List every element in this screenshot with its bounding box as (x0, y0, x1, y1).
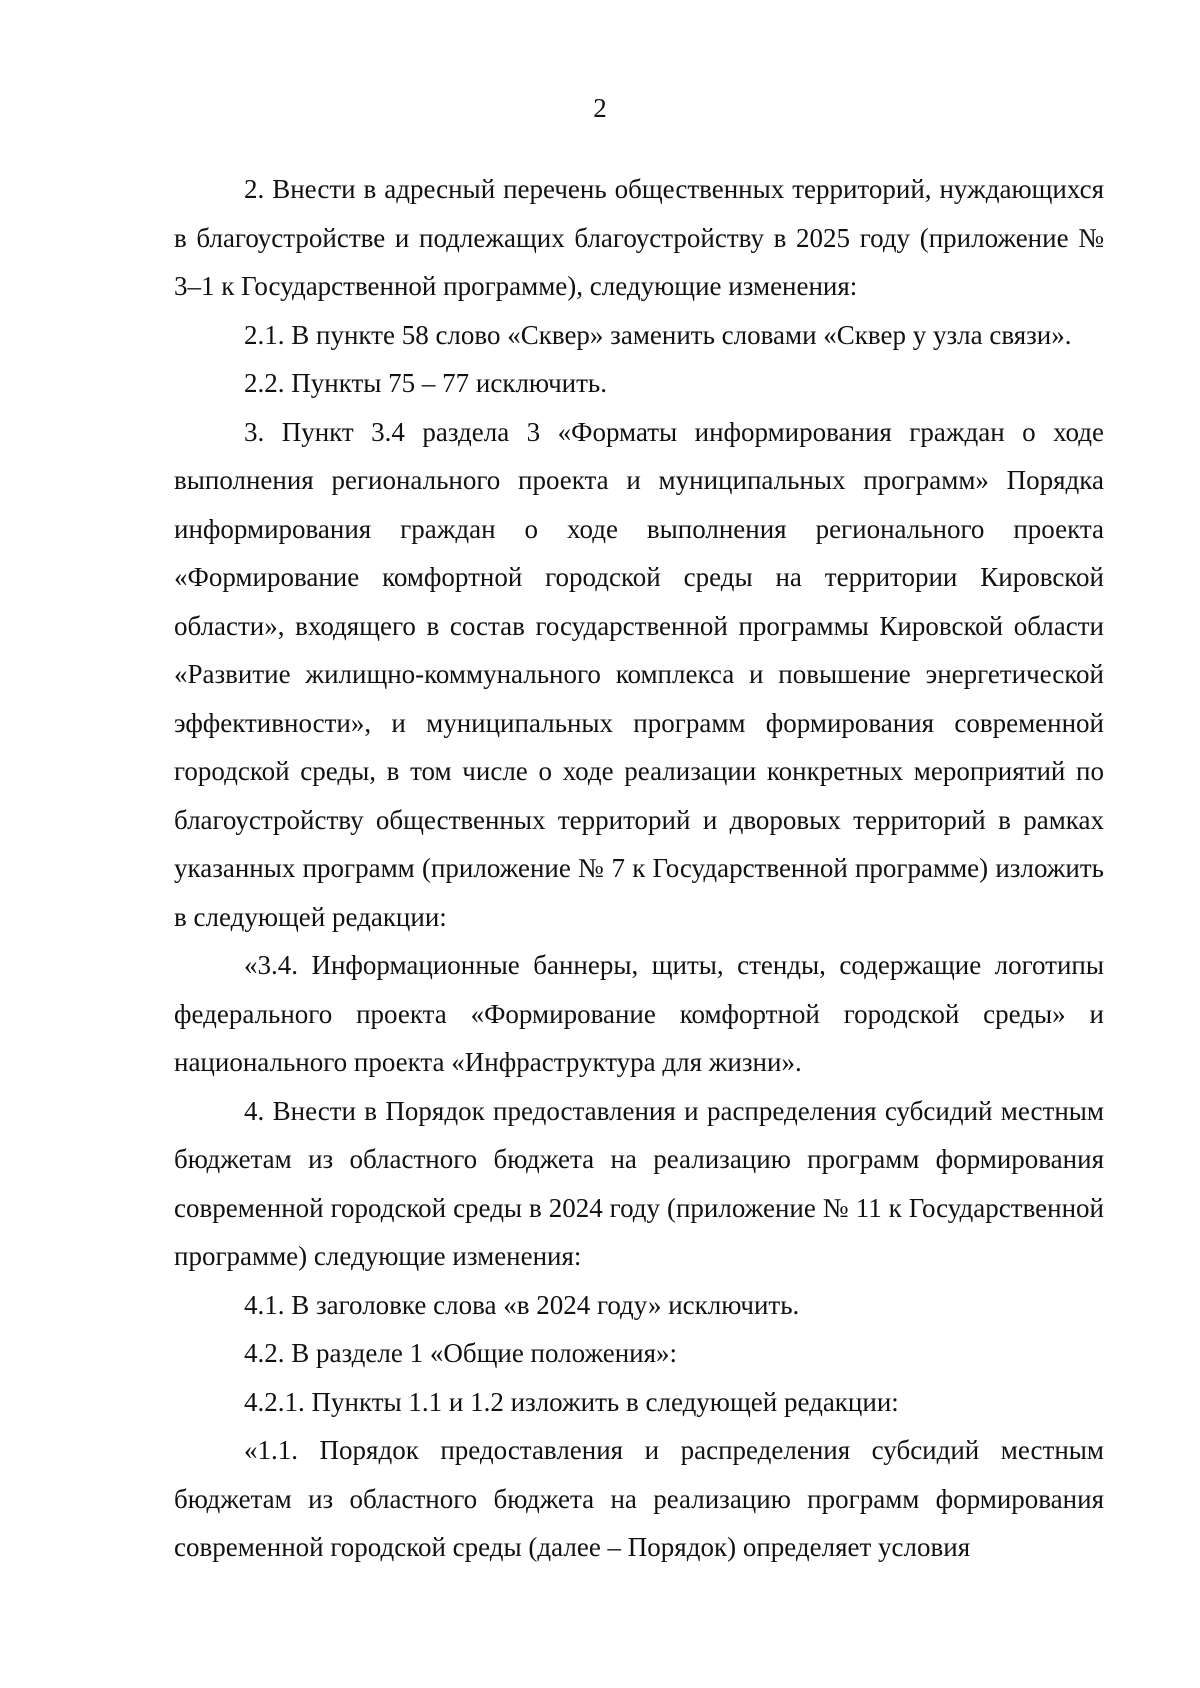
paragraph-item-4-2-1: 4.2.1. Пункты 1.1 и 1.2 изложить в следующей редакции: (244, 1386, 899, 1417)
paragraph-item-4-1: 4.1. В заголовке слова «в 2024 году» исключить. (244, 1289, 800, 1320)
paragraph-item-2: 2. Внести в адресный перечень общественных территорий, нуждающихся в благоустройстве и подлежащих благоустройству в 2025 году (приложение № 3–1 к Государственной программе), следующие изменения: (174, 174, 1104, 301)
page-number: 2 (593, 93, 607, 123)
paragraph-item-2-1: 2.1. В пункте 58 слово «Сквер» заменить словами «Сквер у узла связи». (244, 319, 1072, 350)
document-body (174, 165, 1104, 1572)
paragraph-quoted-1-1: «1.1. Порядок предоставления и распределения субсидий местным бюджетам из областного бюджета на реализацию программ формирования современной городской среды (далее – Порядок) определяет условия (174, 1435, 1104, 1562)
paragraph-item-3: 3. Пункт 3.4 раздела 3 «Форматы информирования граждан о ходе выполнения регионального проекта и муниципальных программ» Порядка информирования граждан о ходе выполнения регионального проекта «Формирование комфортной городской среды на территории Кировской области», входящего в состав государственной программы Кировской области «Развитие жилищно-коммунального комплекса и повышение энергетической эффективности», и муниципальных программ формирования современной городской среды, в том числе о ходе реализации конкретных мероприятий по благоустройству общественных территорий и дворовых территорий в рамках указанных программ (приложение № 7 к Государственной программе) изложить в следующей редакции: (174, 416, 1104, 932)
paragraph-quoted-3-4: «3.4. Информационные баннеры, щиты, стенды, содержащие логотипы федерального проекта «Формирование комфортной городской среды» и национального проекта «Инфраструктура для жизни». (174, 950, 1104, 1077)
paragraph-item-4: 4. Внести в Порядок предоставления и распределения субсидий местным бюджетам из областного бюджета на реализацию программ формирования современной городской среды в 2024 году (приложение № 11 к Государственной программе) следующие изменения: (174, 1095, 1104, 1271)
paragraph-item-4-2: 4.2. В разделе 1 «Общие положения»: (244, 1338, 678, 1368)
paragraph-item-2-2: 2.2. Пункты 75 – 77 исключить. (244, 368, 607, 398)
